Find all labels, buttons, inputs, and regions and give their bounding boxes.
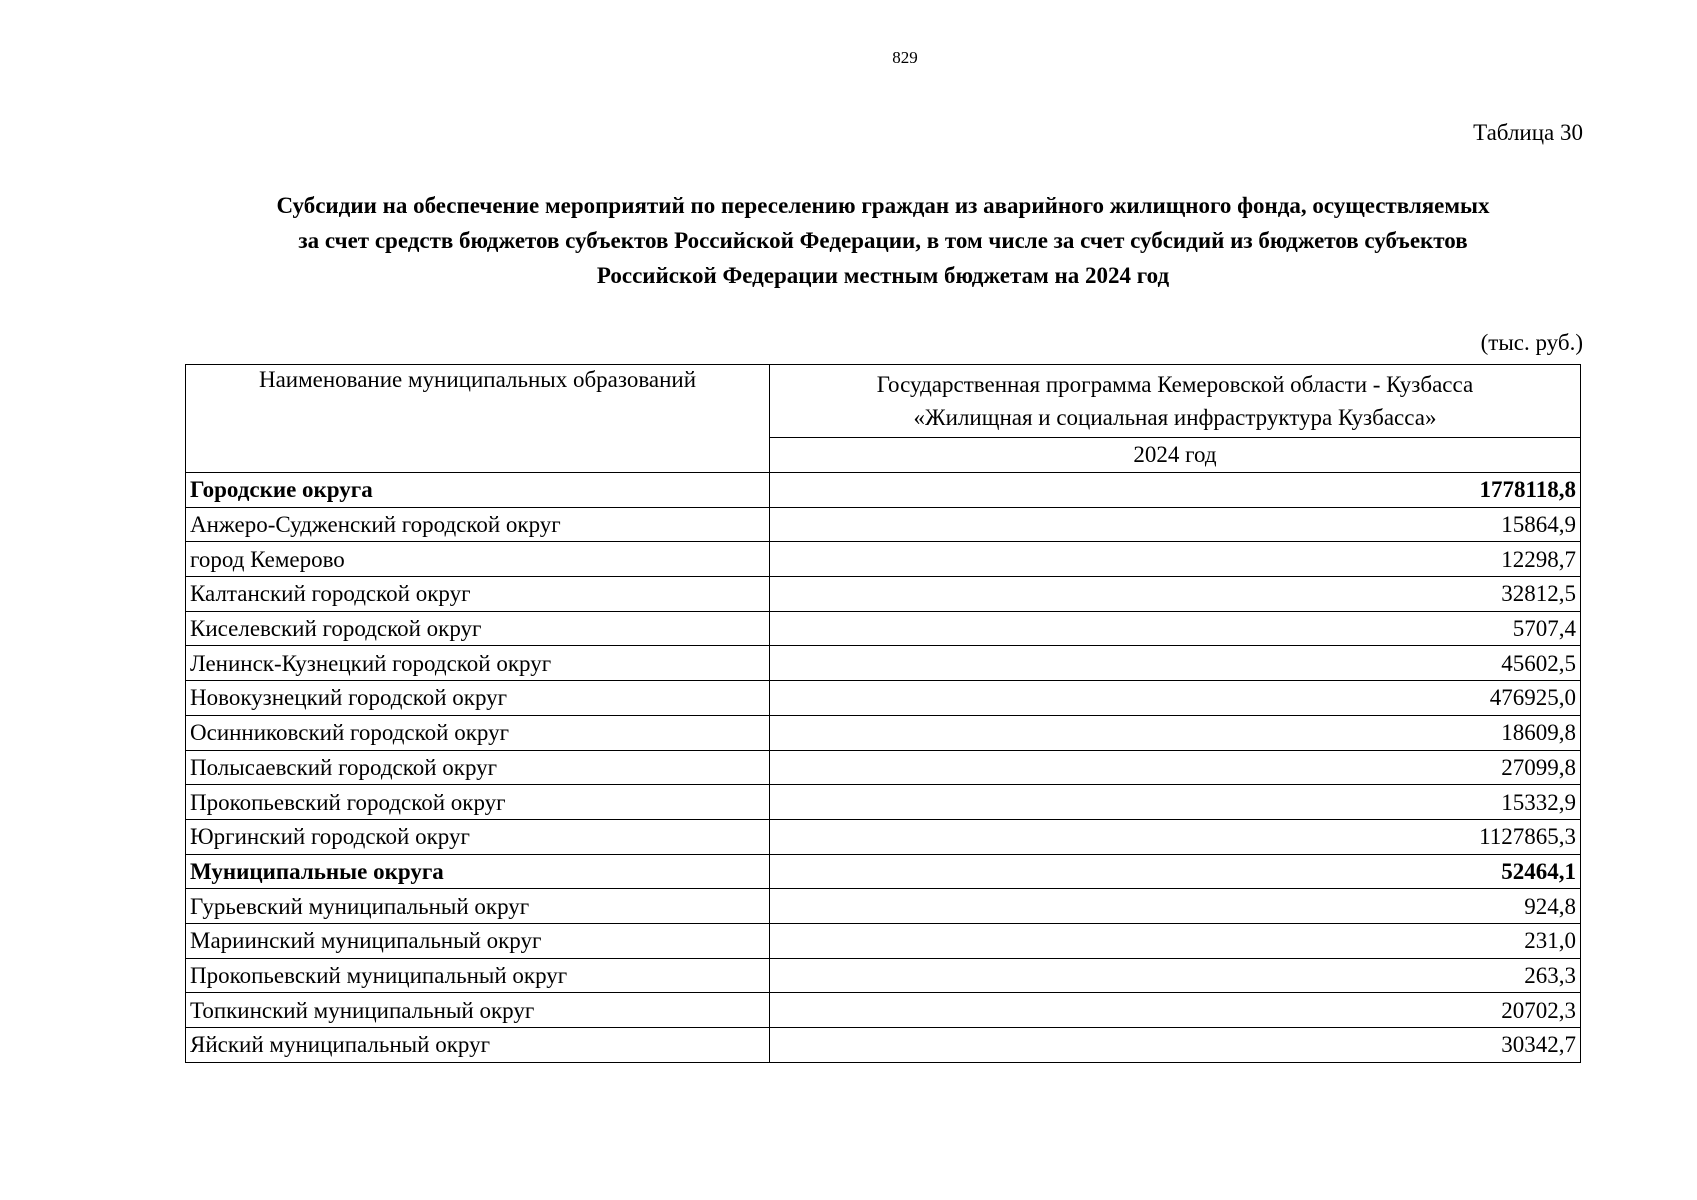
- subsidy-value: 52464,1: [770, 854, 1581, 889]
- subsidy-value: 12298,7: [770, 542, 1581, 577]
- subsidy-value: 27099,8: [770, 750, 1581, 785]
- page-number: 829: [892, 48, 918, 67]
- municipality-name: Осинниковский городской округ: [186, 715, 770, 750]
- table-header: [186, 365, 1581, 473]
- municipality-name: Яйский муниципальный округ: [186, 1028, 770, 1063]
- units-note: (тыс. руб.): [1480, 330, 1583, 355]
- municipality-name: Ленинск-Кузнецкий городской округ: [186, 646, 770, 681]
- table-row: [186, 646, 1581, 681]
- table-row: [186, 1028, 1581, 1063]
- header-program: [770, 365, 1581, 438]
- table-row: [186, 681, 1581, 716]
- subsidy-value: 263,3: [770, 958, 1581, 993]
- title-line: за счет средств бюджетов субъектов Российской Федерации, в том числе за счет субсидий из бюджетов субъектов: [298, 228, 1468, 253]
- header-year: 2024 год: [770, 438, 1581, 473]
- subsidy-value: 476925,0: [770, 681, 1581, 716]
- municipality-name: Топкинский муниципальный округ: [186, 993, 770, 1028]
- municipality-name: Городские округа: [186, 473, 770, 508]
- municipality-name: Киселевский городской округ: [186, 611, 770, 646]
- table-row: [186, 542, 1581, 577]
- subsidy-value: 20702,3: [770, 993, 1581, 1028]
- municipality-name: город Кемерово: [186, 542, 770, 577]
- subsidy-value: 924,8: [770, 889, 1581, 924]
- municipality-name: Прокопьевский городской округ: [186, 785, 770, 820]
- table-row: [186, 785, 1581, 820]
- table-row: [186, 577, 1581, 612]
- header-program-line: Государственная программа Кемеровской области - Кузбасса: [876, 372, 1474, 397]
- table-group-row: [186, 473, 1581, 508]
- subsidy-table: [185, 364, 1581, 1063]
- subsidy-value: 18609,8: [770, 715, 1581, 750]
- title-line: Российской Федерации местным бюджетам на 2024 год: [596, 263, 1170, 288]
- subsidy-value: 32812,5: [770, 577, 1581, 612]
- municipality-name: Мариинский муниципальный округ: [186, 923, 770, 958]
- table-row: [186, 993, 1581, 1028]
- table-row: [186, 889, 1581, 924]
- municipality-name: Полысаевский городской округ: [186, 750, 770, 785]
- table-group-row: [186, 854, 1581, 889]
- municipality-name: Гурьевский муниципальный округ: [186, 889, 770, 924]
- municipality-name: Анжеро-Судженский городской округ: [186, 507, 770, 542]
- subsidy-value: 15332,9: [770, 785, 1581, 820]
- table-row: [186, 715, 1581, 750]
- table-row: [186, 958, 1581, 993]
- table-row: [186, 507, 1581, 542]
- municipality-name: Юргинский городской округ: [186, 819, 770, 854]
- subsidy-value: 5707,4: [770, 611, 1581, 646]
- municipality-name: Новокузнецкий городской округ: [186, 681, 770, 716]
- table-row: [186, 923, 1581, 958]
- header-name-column: Наименование муниципальных образований: [186, 365, 770, 473]
- title-line: Субсидии на обеспечение мероприятий по переселению граждан из аварийного жилищного фонда, осуществляемых: [276, 193, 1490, 218]
- header-program-line: «Жилищная и социальная инфраструктура Кузбасса»: [913, 405, 1437, 430]
- municipality-name: Прокопьевский муниципальный округ: [186, 958, 770, 993]
- table-body: [186, 473, 1581, 1063]
- table-row: [186, 819, 1581, 854]
- subsidy-value: 1778118,8: [770, 473, 1581, 508]
- municipality-name: Калтанский городской округ: [186, 577, 770, 612]
- municipality-name: Муниципальные округа: [186, 854, 770, 889]
- table-label: Таблица 30: [1473, 120, 1583, 145]
- subsidy-value: 45602,5: [770, 646, 1581, 681]
- table-row: [186, 611, 1581, 646]
- subsidy-value: 1127865,3: [770, 819, 1581, 854]
- subsidy-value: 231,0: [770, 923, 1581, 958]
- table-row: [186, 750, 1581, 785]
- subsidy-value: 15864,9: [770, 507, 1581, 542]
- document-title: [186, 188, 1580, 293]
- subsidy-value: 30342,7: [770, 1028, 1581, 1063]
